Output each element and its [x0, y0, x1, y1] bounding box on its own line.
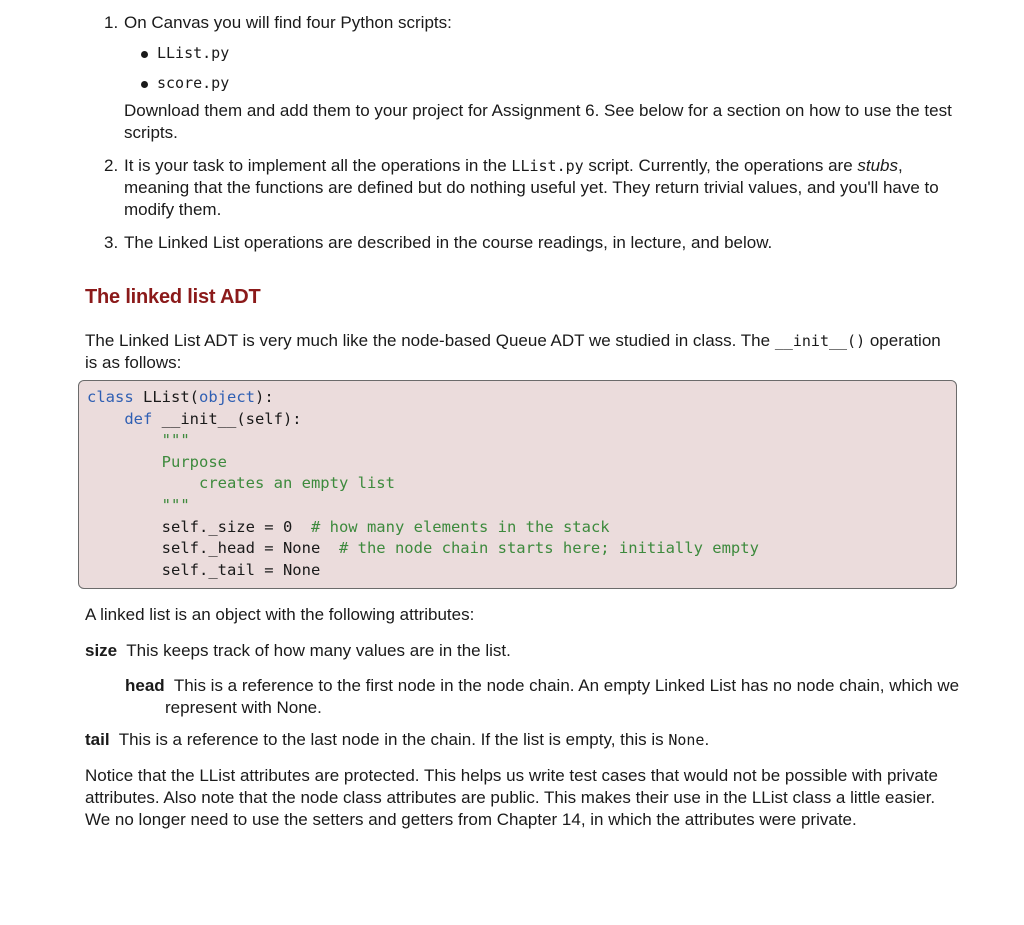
- inline-code: LList.py: [511, 157, 584, 175]
- closing-paragraph: Notice that the LList attributes are protected. This helps us write test cases that would not be possible with private attributes. Also note that the node class attributes are public. This makes their use in the LList class a little easier. We no longer need to use the setters and getters from Chapter 14, in which the attributes were private.: [85, 766, 938, 829]
- section-heading: The linked list ADT: [85, 286, 261, 308]
- bullet-item-score: [141, 72, 229, 94]
- list-number: 2.: [104, 156, 119, 175]
- attribute-term: head: [125, 676, 165, 695]
- script-name: LList.py: [157, 44, 230, 62]
- list-item-text: It is your task to implement all the operations in the LList.py script. Currently, the operations are stubs, meaning that the functions are defined but do nothing useful yet. They return trivial values, and you'll have to modify them.: [124, 156, 939, 219]
- emphasis: stubs: [857, 156, 899, 175]
- script-name: score.py: [157, 74, 230, 92]
- code-listing: class LList(object): def __init__(self): """ Purpose creates an empty list """ self._size = 0 # how many elements in the stack self._head = None # the node chain starts here; initially empty self._tail = None: [87, 388, 759, 579]
- attributes-intro: A linked list is an object with the following attributes:: [85, 605, 475, 624]
- inline-code: None: [668, 731, 705, 749]
- list-item-1: [104, 12, 954, 34]
- list-number: 1.: [104, 13, 119, 32]
- code-block: [78, 380, 957, 589]
- section-intro: The Linked List ADT is very much like the node-based Queue ADT we studied in class. The __init__() operation is as follows:: [85, 331, 941, 372]
- bullet-item-llist: [141, 42, 229, 64]
- list-number: 3.: [104, 233, 119, 252]
- attribute-term: tail: [85, 730, 110, 749]
- attribute-head: head This is a reference to the first node in the node chain. An empty Linked List has no node chain, which we represent with None.: [125, 676, 960, 717]
- attribute-size: size This keeps track of how many values are in the list.: [85, 641, 511, 660]
- list-item-text: The Linked List operations are described in the course readings, in lecture, and below.: [124, 233, 773, 252]
- list-item-3: [104, 232, 954, 254]
- bullet-dot: [141, 51, 148, 58]
- list-item-2: [104, 155, 954, 221]
- list-item-text: On Canvas you will find four Python scripts:: [124, 13, 452, 32]
- inline-code: __init__(): [774, 332, 866, 350]
- attribute-tail: tail This is a reference to the last node in the chain. If the list is empty, this is None.: [85, 730, 710, 749]
- attribute-term: size: [85, 641, 118, 660]
- download-instructions: Download them and add them to your project for Assignment 6. See below for a section on how to use the test scripts.: [124, 101, 952, 142]
- bullet-dot: [141, 81, 148, 88]
